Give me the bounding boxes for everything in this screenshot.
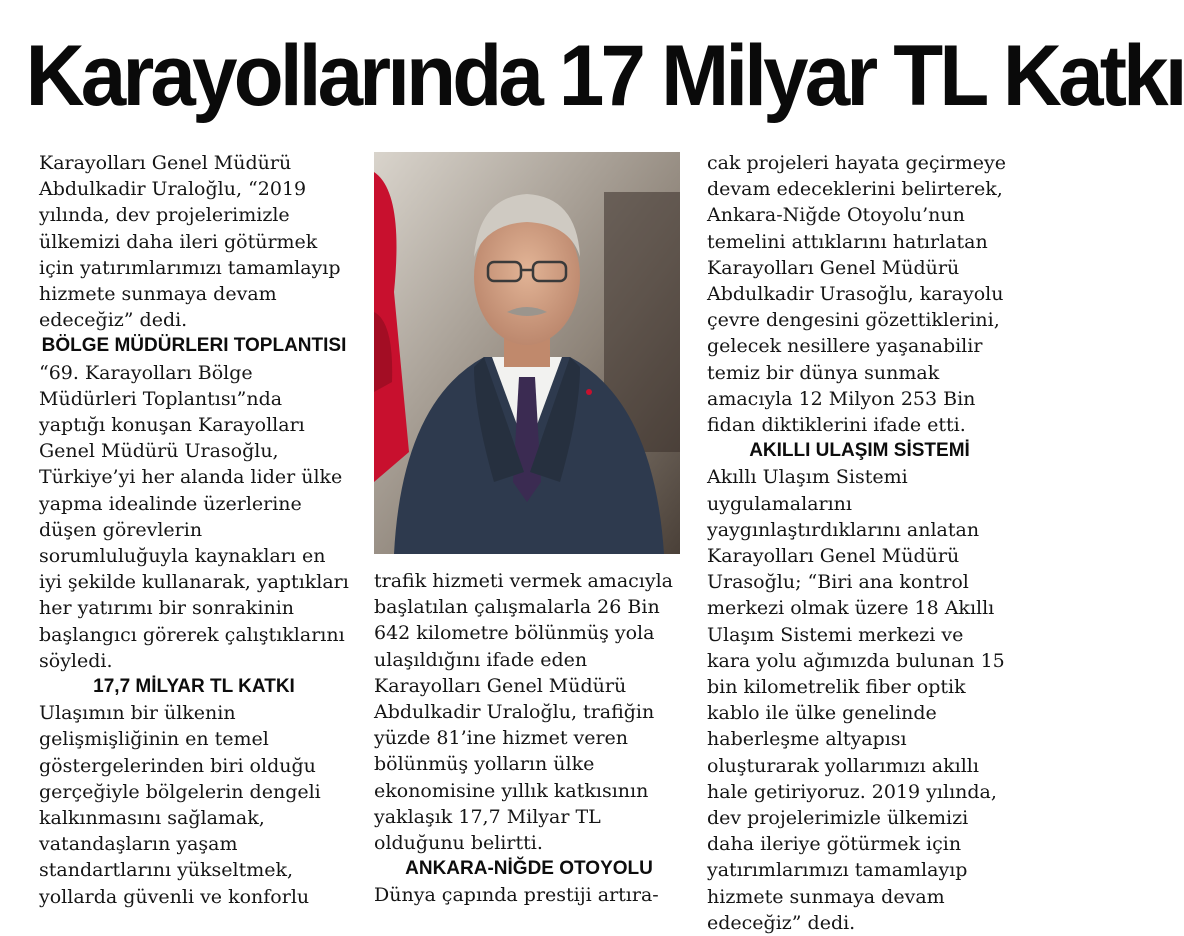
column-2	[374, 150, 684, 909]
subheading: AKILLI ULAŞIM SİSTEMİ	[749, 440, 970, 462]
subheading: BÖLGE MÜDÜRLERI TOPLANTISI	[41, 335, 347, 357]
column-3	[707, 150, 1012, 936]
paragraph: Ulaşımın bir ülkenin gelişmişliğinin en temel göstergelerinden biri olduğu gerçeğiyle bölgelerin dengeli kalkınmasını sağlamak, vatandaşların yaşam standartlarını yükseltmek, yollarda güvenli ve konforlu	[39, 702, 321, 908]
paragraph: Dünya çapında prestiji artıra-	[374, 884, 659, 907]
headline: Karayollarında 17 Milyar TL Katkı	[25, 28, 1184, 124]
subheading: ANKARA-NİĞDE OTOYOLU	[405, 858, 653, 880]
portrait-photo	[374, 152, 680, 554]
paragraph: cak projeleri hayata geçirmeye devam edeceklerini belirterek, Ankara-Niğde Otoyolu’nun temelini attıklarını hatırlatan Karayolları Genel Müdürü Abdulkadir Urasoğlu, karayolu çevre dengesini gözettiklerini, gelecek nesillere yaşanabilir temiz bir dünya sunmak amacıyla 12 Milyon 253 Bin fidan diktiklerini ifade etti.	[707, 152, 1006, 437]
paragraph: Karayolları Genel Müdürü Abdulkadir Uraloğlu, “2019 yılında, dev projelerimizle ülkemizi daha ileri götürmek için yatırımlarımızı tamamlayıp hizmete sunmaya devam edeceğiz” dedi.	[39, 152, 341, 332]
paragraph: trafik hizmeti vermek amacıyla başlatılan çalışmalarla 26 Bin 642 kilometre bölünmüş yola ulaşıldığını ifade eden Karayolları Genel Müdürü Abdulkadir Uraloğlu, trafiğin yüzde 81’ine hizmet veren bölünmüş yolların ülke ekonomisine yıllık katkısının yaklaşık 17,7 Milyar TL olduğunu belirtti.	[374, 570, 674, 855]
column-1	[39, 150, 349, 910]
paragraph: Akıllı Ulaşım Sistemi uygulamalarını yaygınlaştırdıklarını anlatan Karayolları Genel Müdürü Urasoğlu; “Biri ana kontrol merkezi olmak üzere 18 Akıllı Ulaşım Sistemi merkezi ve kara yolu ağımızda bulunan 15 bin kilometrelik fiber optik kablo ile ülke genelinde haberleşme altyapısı oluşturarak yollarımızı akıllı hale getiriyoruz. 2019 yılında, dev projelerimizle ülkemizi daha ileriye götürmek için yatırımlarımızı tamamlayıp hizmete sunmaya devam edeceğiz” dedi.	[707, 466, 1005, 934]
portrait-illustration	[374, 152, 680, 554]
paragraph: “69. Karayolları Bölge Müdürleri Toplantısı”nda yaptığı konuşan Karayolları Genel Müdürü Urasoğlu, Türkiye’yi her alanda lider ülke yapma idealinde üzerlerine düşen görevlerin sorumluluğuyla kaynakları en iyi şekilde kullanarak, yaptıkları her yatırımı bir sonrakinin başlangıcı görerek çalıştıklarını söyledi.	[39, 361, 349, 672]
subheading: 17,7 MİLYAR TL KATKI	[93, 676, 295, 698]
